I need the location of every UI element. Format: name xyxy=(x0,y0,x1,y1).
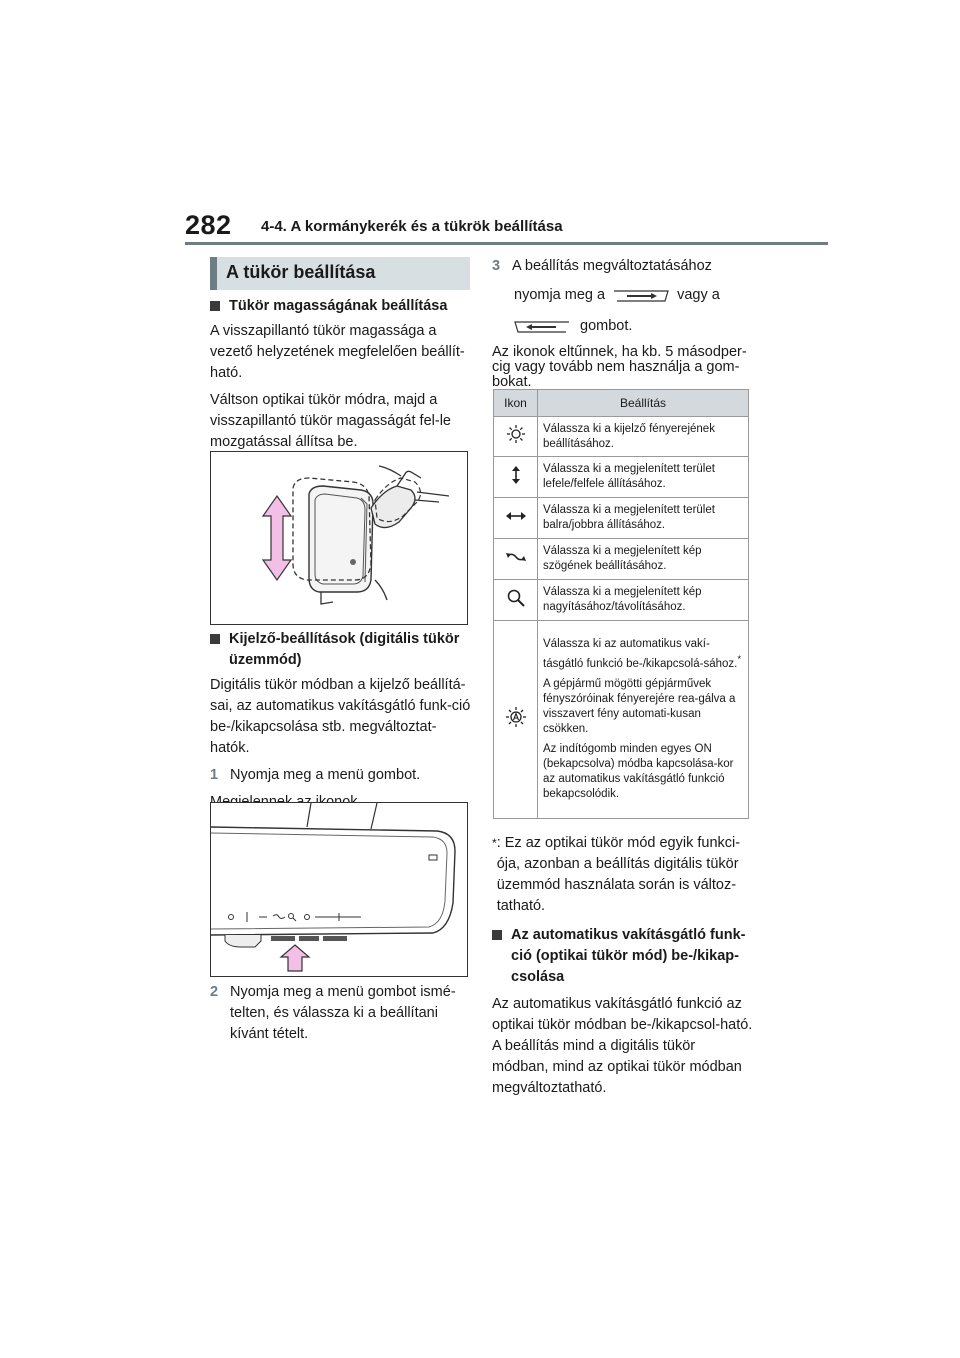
row-text: Válassza ki a megjelenített terület balra/jobbra állításához. xyxy=(538,498,749,539)
right-column-bottom xyxy=(492,833,754,1099)
step-2: 2 Nyomja meg a menü gombot ismé-telten, és válassza ki a beállítani kívánt tételt. xyxy=(210,984,456,1042)
bullet-square-icon xyxy=(210,634,220,644)
bullet-square-icon xyxy=(210,301,220,311)
table-row xyxy=(494,621,749,819)
right-column-top xyxy=(492,256,752,390)
auto-antiglare-icon xyxy=(505,706,527,728)
header-divider xyxy=(185,242,828,245)
column-header-setting: Beállítás xyxy=(538,390,749,417)
display-paragraph: Digitális tükör módban a kijelző beállítá-sai, az automatikus vakításgátló funk-ció be-/kikapcsolása stb. megváltoztat-hatók. xyxy=(210,677,471,756)
icons-note: Az ikonok eltűnnek, ha kb. 5 másodper-cig vagy tovább nem használja a gom-bokat. xyxy=(492,344,747,390)
digital-mirror-figure xyxy=(210,802,468,977)
height-heading: Tükör magasságának beállítása xyxy=(210,296,472,317)
bullet-square-icon xyxy=(492,930,502,940)
display-heading: Kijelző-beállítások (digitális tükör üzemmód) xyxy=(210,629,472,671)
row-text: Válassza ki a megjelenített terület lefele/felfele állításához. xyxy=(538,457,749,498)
magnifier-icon xyxy=(506,588,526,608)
left-column-middle xyxy=(210,629,472,813)
row-text: Válassza ki a kijelző fényerejének beállításához. xyxy=(538,417,749,457)
step-1: 1 Nyomja meg a menü gombot. xyxy=(210,767,421,783)
left-column-bottom xyxy=(210,982,472,1045)
chapter-title: 4-4. A kormánykerék és a tükrök beállítása xyxy=(261,218,563,235)
table-row xyxy=(494,417,749,457)
mirror-height-illustration xyxy=(211,452,467,624)
step-3-line-3: gombot. xyxy=(514,316,752,337)
right-button-icon xyxy=(613,289,669,303)
auto-paragraph: Az automatikus vakításgátló funkció az optikai tükör módban be-/kikapcsol-ható. A beállítás mind a digitális tükör módban, mind az optikai tükör módban megváltoztatható. xyxy=(492,996,753,1096)
height-paragraph-1: A visszapillantó tükör magassága a vezető helyzetének megfelelően beállít-ható. xyxy=(210,323,465,381)
row-text: Válassza ki a megjelenített kép szögének beállításához. xyxy=(538,539,749,580)
page-number: 282 xyxy=(185,210,232,240)
horizontal-arrows-icon xyxy=(505,510,527,522)
digital-mirror-illustration xyxy=(211,803,467,976)
table-header-row xyxy=(494,390,749,417)
section-title: A tükör beállítása xyxy=(210,257,470,290)
row-text: Válassza ki az automatikus vakí-tásgátló funkció be-/kikapcsolá-sához.* A gépjármű mögötti gépjárművek fényszóróinak fényerejére rea-gálva a visszavert fény automati-kusan csökken. Az indítógomb minden egyes ON (bekapcsolva) módba kapcsolása-kor az automatikus vakításgátló funkció bekapcsolódik. xyxy=(538,621,749,819)
table-row xyxy=(494,498,749,539)
table-row xyxy=(494,580,749,621)
mirror-height-figure xyxy=(210,451,468,625)
height-paragraph-2: Váltson optikai tükör módra, majd a visszapillantó tükör magasságát fel-le mozgatással állítsa be. xyxy=(210,392,451,450)
table-row xyxy=(494,539,749,580)
brightness-icon xyxy=(506,424,526,444)
left-column-top xyxy=(210,296,472,453)
step-3: 3 A beállítás megváltoztatásához xyxy=(492,258,712,274)
tilt-icon xyxy=(505,551,527,563)
footnote: * : Ez az optikai tükör mód egyik funkci-ója, azonban a beállítás digitális tükör üzemmód használata során is változ-tatható. xyxy=(492,835,741,914)
left-button-icon xyxy=(514,320,570,334)
column-header-icon: Ikon xyxy=(494,390,538,417)
step-3-line-2: nyomja meg a vagy a xyxy=(514,287,720,303)
table-row xyxy=(494,457,749,498)
auto-heading: Az automatikus vakításgátló funk-ció (optikai tükör mód) be-/kikap-csolása xyxy=(492,925,754,988)
icon-settings-table xyxy=(493,389,749,819)
vertical-arrows-icon xyxy=(510,465,522,485)
row-text: Válassza ki a megjelenített kép nagyításához/távolításához. xyxy=(538,580,749,621)
